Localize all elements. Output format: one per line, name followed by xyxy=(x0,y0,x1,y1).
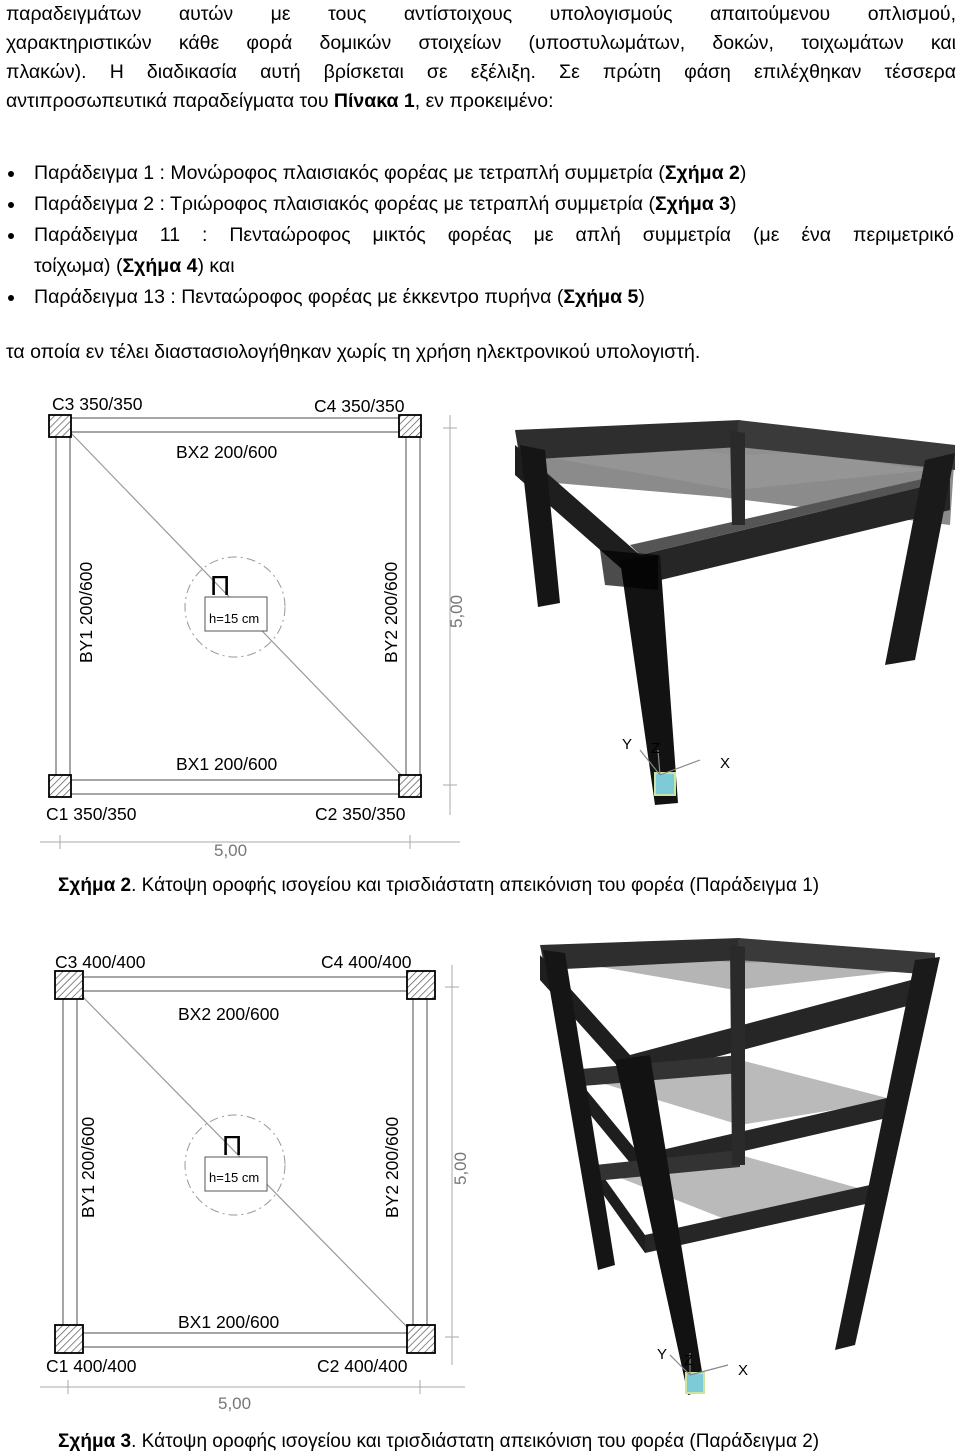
figure-3-caption xyxy=(58,1431,819,1453)
beam-label: BY1 200/600 xyxy=(76,561,96,663)
beam-label: BX1 200/600 xyxy=(178,1312,280,1332)
column-label: C4 350/350 xyxy=(314,396,405,416)
beam-bx2 xyxy=(63,418,413,432)
column-c1 xyxy=(49,775,71,797)
intro-line xyxy=(6,87,956,116)
item-text: Παράδειγμα 13 : Πενταώροφος φορέας με έκκεντρο πυρήνα ( xyxy=(34,286,564,308)
intro-text: , εν προκειμένο: xyxy=(414,90,554,112)
caption-label: Σχήμα 3 xyxy=(58,1431,132,1452)
figure-reference: Σχήμα 4 xyxy=(122,255,198,277)
slab-thickness: h=15 cm xyxy=(209,611,260,626)
dimension-y: 5,00 xyxy=(447,594,466,628)
column-3d xyxy=(620,555,678,805)
support-node xyxy=(655,773,675,795)
table-reference: Πίνακα 1 xyxy=(333,90,415,112)
x-axis-label: X xyxy=(738,1362,749,1379)
item-text: Παράδειγμα 1 : Μονώροφος πλαισιακός φορέας με τετραπλή συμμετρία ( xyxy=(34,162,665,184)
column-c2 xyxy=(407,1325,435,1353)
frame-3d-view xyxy=(540,938,940,1395)
z-axis-label: Z xyxy=(684,1352,694,1369)
frame-3d-view xyxy=(515,420,955,805)
column-label: C3 350/350 xyxy=(52,394,143,414)
column-c4 xyxy=(407,971,435,999)
dimension-x: 5,00 xyxy=(214,841,248,860)
column-label: C1 400/400 xyxy=(46,1356,137,1376)
y-axis-label: Y xyxy=(657,1346,668,1363)
figure-2-caption xyxy=(58,875,819,897)
intro-line: πλακών). Η διαδικασία αυτή βρίσκεται σε εξέλιξη. Σε πρώτη φάση επιλέχθηκαν τέσσερα xyxy=(6,61,956,83)
item-text: ) και xyxy=(197,255,235,277)
beam-label: BX2 200/600 xyxy=(176,442,278,462)
column-c3 xyxy=(49,415,71,437)
y-axis-label: Y xyxy=(622,736,633,753)
beam-label: BY1 200/600 xyxy=(78,1116,98,1218)
caption-label: Σχήμα 2 xyxy=(58,875,132,896)
beam-label: BY2 200/600 xyxy=(382,1116,402,1218)
floor-plan xyxy=(40,952,470,1413)
figure-3 xyxy=(0,935,960,1420)
item-text: ) xyxy=(739,162,747,184)
caption-text: . Κάτοψη οροφής ισογείου και τρισδιάστατη απεικόνιση του φορέα (Παράδειγμα 2) xyxy=(131,1431,820,1452)
intro-line: παραδειγμάτων αυτών με τους αντίστοιχους υπολογισμούς απαιτούμενου οπλισμού, xyxy=(6,3,956,25)
dimension-y: 5,00 xyxy=(451,1151,470,1185)
slab-label: Π xyxy=(222,1130,243,1161)
figure-2 xyxy=(0,385,960,905)
figure-reference: Σχήμα 3 xyxy=(654,193,731,215)
beam-by1 xyxy=(56,425,70,787)
column-label: C4 400/400 xyxy=(321,952,412,972)
list-item xyxy=(0,189,954,220)
figure-reference: Σχήμα 5 xyxy=(563,286,639,308)
column-3d xyxy=(730,430,745,525)
beam-by2 xyxy=(406,425,420,787)
column-c4 xyxy=(399,415,421,437)
column-label: C2 400/400 xyxy=(317,1356,408,1376)
list-item xyxy=(0,282,954,313)
x-axis-label: X xyxy=(720,755,731,772)
column-label: C2 350/350 xyxy=(315,804,406,824)
beam-by1 xyxy=(63,984,77,1340)
beam-bx1 xyxy=(63,780,413,794)
z-axis-label: Z xyxy=(651,740,661,757)
caption-text: . Κάτοψη οροφής ισογείου και τρισδιάστατη απεικόνιση του φορέα (Παράδειγμα 1) xyxy=(131,875,820,896)
item-text: τοίχωμα) ( xyxy=(34,255,123,277)
slab-label: Π xyxy=(210,570,231,601)
beam-label: BX2 200/600 xyxy=(178,1004,280,1024)
beam-label: BY2 200/600 xyxy=(381,561,401,663)
item-text: Παράδειγμα 11 : Πενταώροφος μικτός φορέας με απλή συμμετρία (με ένα περιμετρικό xyxy=(34,224,954,246)
column-3d xyxy=(543,950,615,1270)
column-c3 xyxy=(55,971,83,999)
column-label: C1 350/350 xyxy=(46,804,137,824)
list-item xyxy=(0,158,954,189)
list-item xyxy=(0,220,954,282)
beam-label: BX1 200/600 xyxy=(176,754,278,774)
column-3d xyxy=(730,945,745,1165)
intro-text: αντιπροσωπευτικά παραδείγματα του xyxy=(6,90,334,112)
slab-thickness: h=15 cm xyxy=(209,1170,260,1185)
item-text: ) xyxy=(730,193,737,215)
column-c2 xyxy=(399,775,421,797)
examples-list xyxy=(0,158,960,313)
closing-sentence: τα οποία εν τέλει διαστασιολογήθηκαν χωρίς τη χρήση ηλεκτρονικού υπολογιστή. xyxy=(6,341,701,363)
beam-by2 xyxy=(413,984,427,1340)
beam-bx2 xyxy=(70,977,420,991)
support-node xyxy=(686,1373,704,1393)
item-text: ) xyxy=(638,286,645,308)
figure-reference: Σχήμα 2 xyxy=(664,162,740,184)
intro-paragraph xyxy=(6,0,956,116)
floor-plan xyxy=(40,394,466,860)
item-text: Παράδειγμα 2 : Τριώροφος πλαισιακός φορέας με τετραπλή συμμετρία ( xyxy=(34,193,655,215)
intro-line: χαρακτηριστικών κάθε φορά δομικών στοιχείων (υποστυλωμάτων, δοκών, τοιχωμάτων και xyxy=(6,32,956,54)
dimension-x: 5,00 xyxy=(218,1394,252,1413)
column-c1 xyxy=(55,1325,83,1353)
beam-bx1 xyxy=(70,1333,420,1347)
column-label: C3 400/400 xyxy=(55,952,146,972)
